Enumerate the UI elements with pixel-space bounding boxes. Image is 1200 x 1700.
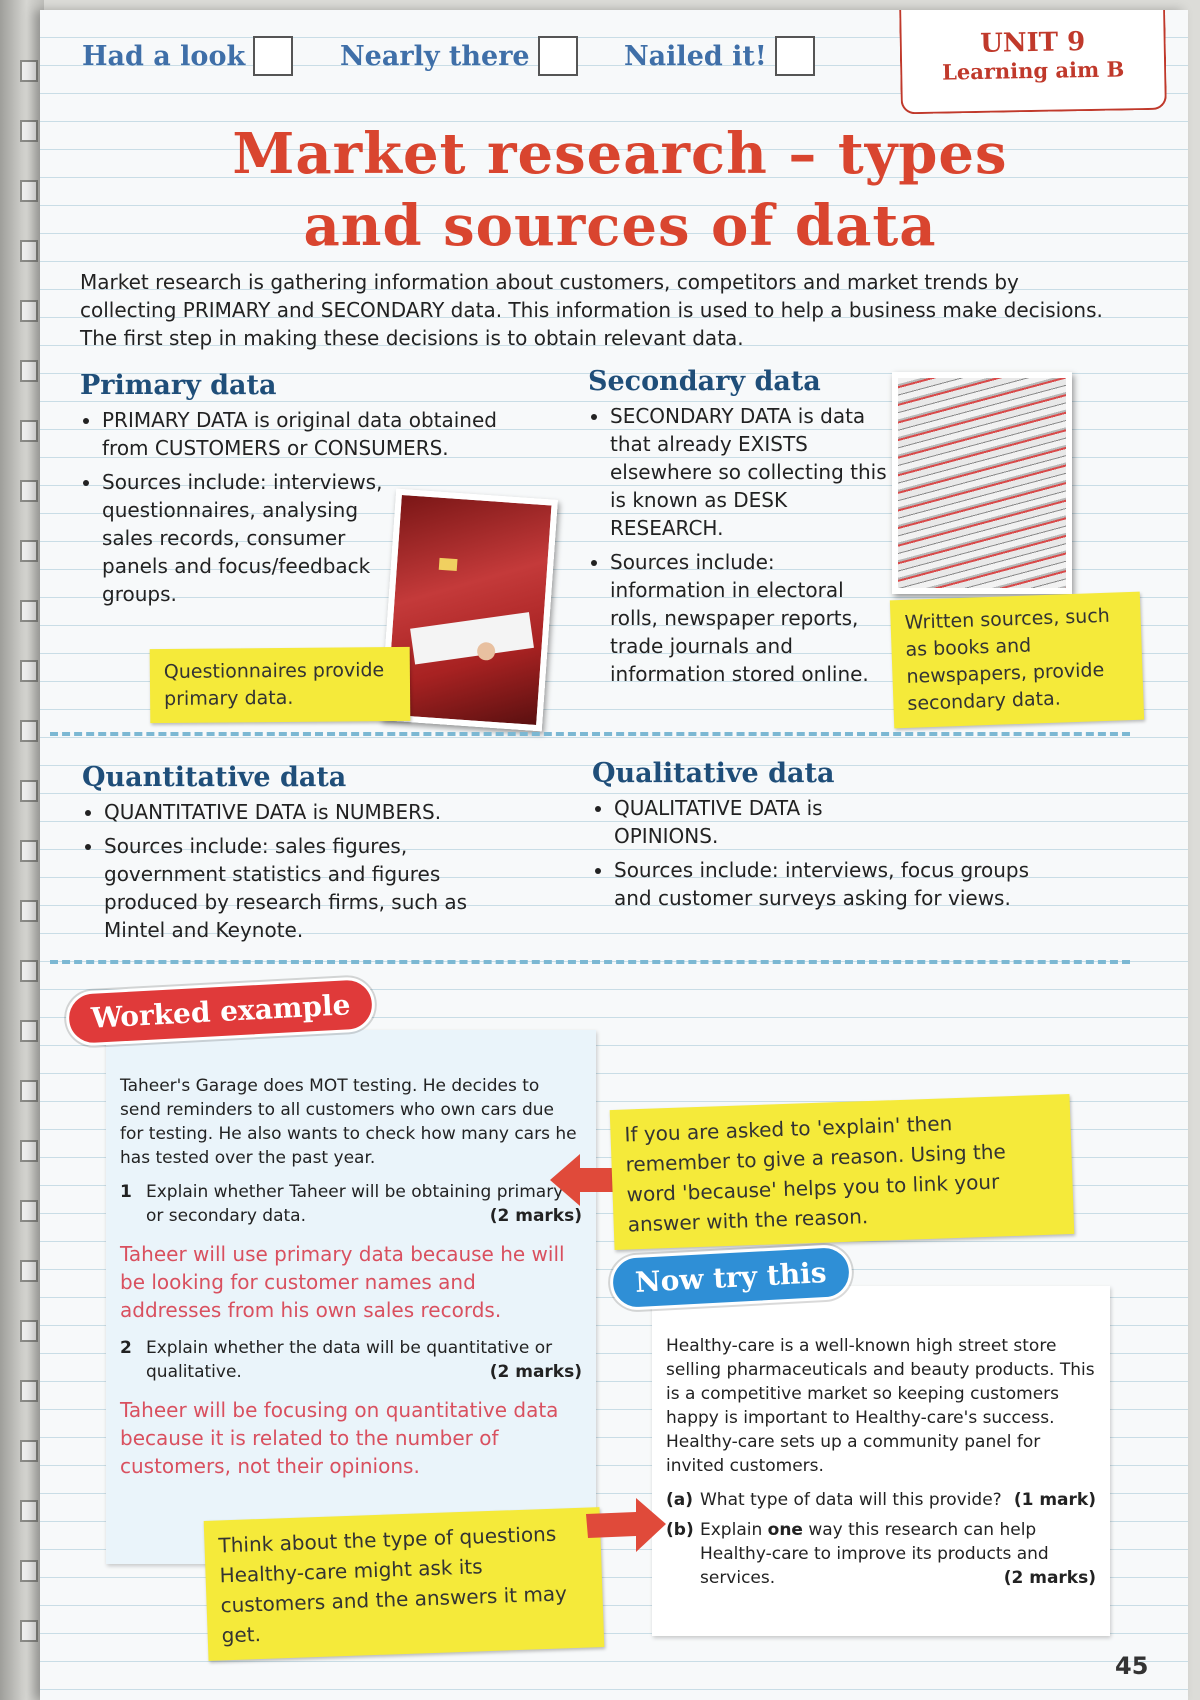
bullet-item: • Sources include: sales figures, government statistics and figures produced by research firms, such as Mintel and Keynote. <box>104 832 522 944</box>
divider <box>50 960 1130 964</box>
title-line-1: Market research – types <box>232 121 1008 187</box>
worked-question-2 <box>120 1336 582 1384</box>
unit-label: UNIT 9 <box>979 27 1086 59</box>
check-label: Had a look <box>82 40 246 72</box>
think-tip-note: Think about the type of questions Healthy-care might ask its customers and the answers it may get. <box>204 1507 605 1661</box>
intro-paragraph: Market research is gathering information about customers, competitors and market trends by collecting PRIMARY and SECONDARY data. This information is used to help a business make decisions. The first step in making these decisions is to obtain relevant data. <box>80 270 1103 350</box>
quantitative-data-section <box>82 764 522 950</box>
question-text: Explain whether the data will be quantitative or qualitative. <box>146 1338 553 1382</box>
section-heading: Primary data <box>80 370 277 401</box>
worked-example-card <box>106 1030 596 1564</box>
arrow-right-icon <box>586 1498 666 1554</box>
secondary-note: Written sources, such as books and newspapers, provide secondary data. <box>890 592 1144 729</box>
question-label: (a) <box>666 1490 694 1510</box>
question-label: (b) <box>666 1520 694 1540</box>
bullet-item: • Sources include: interviews, focus groups and customer surveys asking for views. <box>614 856 1062 912</box>
section-heading: Quantitative data <box>82 762 347 793</box>
explain-tip-note: If you are asked to 'explain' then remember to give a reason. Using the word 'because' helps you to link your answer with the reason. <box>610 1094 1075 1250</box>
question-text: What type of data will this provide? <box>700 1490 1002 1510</box>
secondary-data-section <box>588 368 888 694</box>
checkbox[interactable] <box>253 36 293 76</box>
learning-aim-label: Learning aim B <box>941 56 1125 85</box>
marks-label: (2 marks) <box>1003 1568 1096 1588</box>
marks-label: (2 marks) <box>489 1362 582 1382</box>
bullet-item: • Sources include: information in electoral rolls, newspaper reports, trade journals and information stored online. <box>610 548 888 688</box>
now-try-this-card <box>652 1286 1110 1636</box>
worked-scenario: Taheer's Garage does MOT testing. He decides to send reminders to all customers who own cars due for testing. He also wants to check how many cars he has tested over the past year. <box>120 1076 577 1168</box>
bullet-item: • QUANTITATIVE DATA is NUMBERS. <box>104 798 522 826</box>
now-try-this-label: Now try this <box>609 1244 853 1312</box>
marks-label: (1 mark) <box>1013 1490 1096 1510</box>
page-title <box>100 118 1140 262</box>
worked-answer-2: Taheer will be focusing on quantitative data because it is related to the number of customers, not their opinions. <box>120 1398 559 1478</box>
question-emphasis: one <box>767 1520 803 1540</box>
question-number: 2 <box>120 1338 132 1358</box>
question-number: 1 <box>120 1182 132 1202</box>
book-spine <box>0 0 44 1700</box>
check-had-a-look[interactable] <box>82 36 293 76</box>
question-text: Explain <box>700 1520 768 1540</box>
textbook-page <box>40 10 1188 1700</box>
unit-tag <box>899 10 1167 114</box>
newspapers-photo <box>892 372 1072 594</box>
now-try-question-b <box>666 1518 1096 1590</box>
section-heading: Qualitative data <box>592 758 835 789</box>
check-label: Nailed it! <box>624 40 767 72</box>
checkbox[interactable] <box>538 36 578 76</box>
title-line-2: and sources of data <box>303 193 937 259</box>
bullet-item: • Sources include: interviews, questionnaires, analysing sales records, consumer panels and focus/feedback groups. <box>102 468 412 608</box>
check-label: Nearly there <box>340 40 530 72</box>
check-nailed-it[interactable] <box>624 36 815 76</box>
check-nearly-there[interactable] <box>340 36 578 76</box>
page-number: 45 <box>1115 1652 1149 1680</box>
bullet-item: • SECONDARY DATA is data that already EXISTS elsewhere so collecting this is known as DESK RESEARCH. <box>610 402 888 542</box>
divider <box>50 732 1130 736</box>
now-try-text: Healthy-care is a well-known high street store selling pharmaceuticals and beauty products. This is a competitive market so keeping customers happy is important to Healthy-care's success. Healthy-care sets up a community panel for invited customers. <box>666 1336 1095 1476</box>
worked-question-1 <box>120 1180 582 1228</box>
bullet-item: • PRIMARY DATA is original data obtained from CUSTOMERS or CONSUMERS. <box>102 406 530 462</box>
now-try-question-a <box>666 1488 1096 1512</box>
section-heading: Secondary data <box>588 366 821 397</box>
worked-example-label: Worked example <box>65 976 377 1047</box>
question-text: Explain whether Taheer will be obtaining primary or secondary data. <box>146 1182 564 1226</box>
clipboard-icon <box>387 495 552 725</box>
bullet-item: • QUALITATIVE DATA is OPINIONS. <box>614 794 854 850</box>
primary-note: Questionnaires provide primary data. <box>150 647 411 723</box>
worked-answer-1: Taheer will use primary data because he will be looking for customer names and addresses from his own sales records. <box>120 1242 565 1322</box>
question-text: way this research can help Healthy-care to improve its products and services. <box>700 1520 1049 1588</box>
qualitative-data-section <box>592 760 1062 918</box>
checkbox[interactable] <box>775 36 815 76</box>
marks-label: (2 marks) <box>489 1206 582 1226</box>
